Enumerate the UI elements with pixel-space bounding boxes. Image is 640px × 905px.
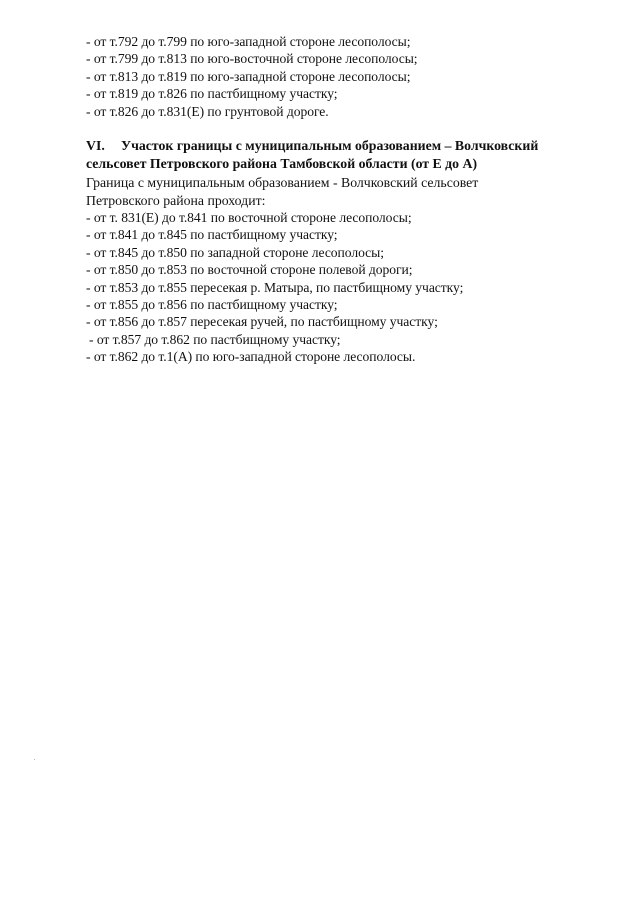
list-item: - от т.862 до т.1(А) по юго-западной стороне лесополосы. <box>86 349 416 365</box>
section-intro <box>86 174 606 210</box>
list-item: - от т.850 до т.853 по восточной стороне полевой дороги; <box>86 262 413 278</box>
section-heading-line-2: сельсовет Петровского района Тамбовской области (от Е до А) <box>86 156 478 171</box>
list-item: - от т.856 до т.857 пересекая ручей, по пастбищному участку; <box>86 314 438 330</box>
boundary-list-section-vi <box>86 209 606 366</box>
list-item: - от т.855 до т.856 по пастбищному участку; <box>86 297 338 313</box>
intro-line-2: Петровского района проходит: <box>86 193 266 209</box>
scan-speck <box>34 759 35 760</box>
section-number: VI. <box>86 138 105 153</box>
section-heading <box>86 137 606 155</box>
list-item: - от т. 831(Е) до т.841 по восточной стороне лесополосы; <box>86 210 412 225</box>
list-item: - от т.813 до т.819 по юго-западной стороне лесополосы; <box>86 68 411 84</box>
list-item: - от т.841 до т.845 по пастбищному участку; <box>86 227 338 243</box>
intro-line-1: Граница с муниципальным образованием - Волчковский сельсовет <box>86 175 479 190</box>
list-item: - от т.853 до т.855 пересекая р. Матыра, по пастбищному участку; <box>86 279 464 295</box>
list-item: - от т.857 до т.862 по пастбищному участку; <box>89 331 341 347</box>
list-item: - от т.819 до т.826 по пастбищному участку; <box>86 86 338 102</box>
boundary-list-previous-section <box>86 33 606 120</box>
list-item: - от т.845 до т.850 по западной стороне лесополосы; <box>86 244 384 260</box>
list-item: - от т.826 до т.831(Е) по грунтовой дороге. <box>86 103 329 119</box>
section-heading-line-1: Участок границы с муниципальным образованием – Волчковский <box>121 138 539 153</box>
list-item: - от т.799 до т.813 по юго-восточной стороне лесополосы; <box>86 51 418 67</box>
list-item: - от т.792 до т.799 по юго-западной стороне лесополосы; <box>86 34 411 49</box>
